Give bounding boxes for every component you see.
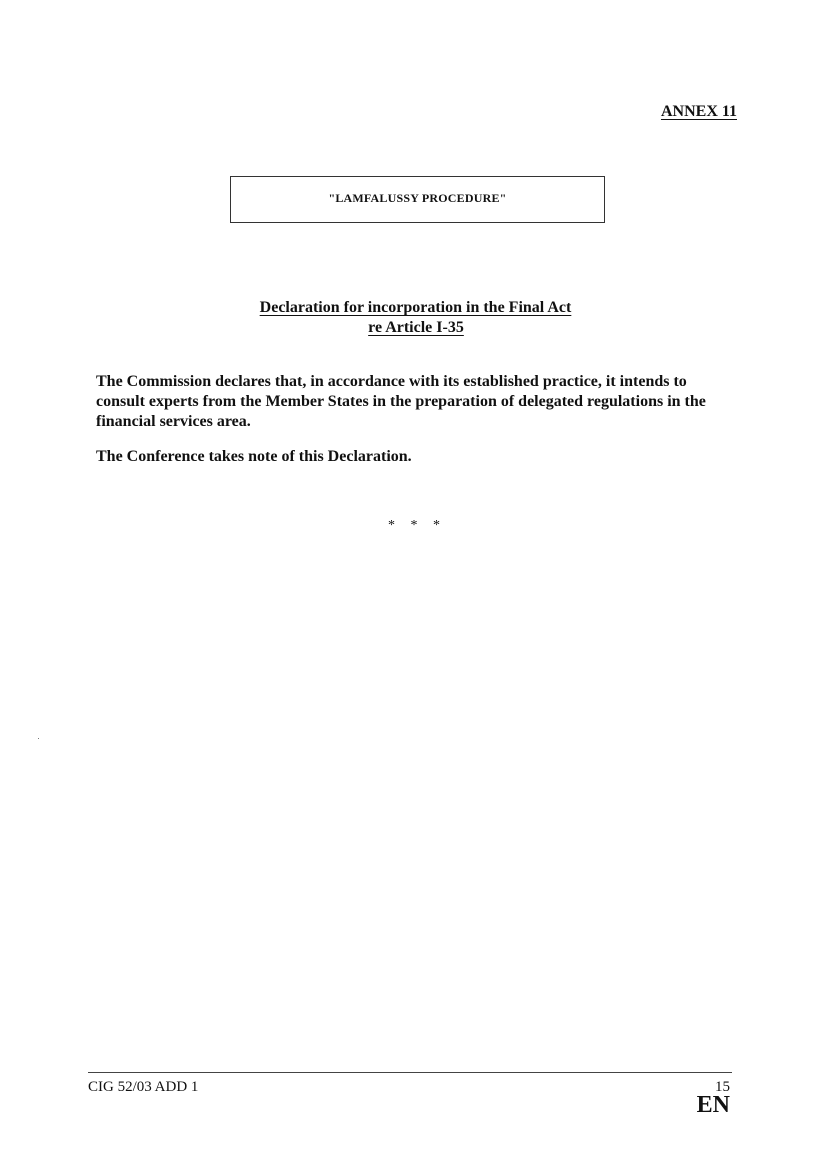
footer-reference: CIG 52/03 ADD 1: [88, 1079, 199, 1095]
declaration-heading: [0, 298, 825, 338]
declaration-heading-line2: re Article I-35: [368, 319, 464, 336]
declaration-note: The Conference takes note of this Declaration.: [96, 448, 412, 465]
title-box-text: "LAMFALUSSY PROCEDURE": [328, 190, 507, 205]
scan-speck: [38, 738, 39, 739]
language-code: EN: [696, 1092, 730, 1118]
section-separator: * * *: [388, 518, 440, 533]
annex-label: ANNEX 11: [660, 103, 737, 120]
title-box: [230, 176, 605, 223]
declaration-heading-line1: Declaration for incorporation in the Final Act: [259, 299, 572, 316]
page-number: 15: [715, 1079, 730, 1095]
footer-rule: [88, 1072, 732, 1073]
declaration-body: The Commission declares that, in accordance with its established practice, it intends to consult experts from the Member States in the preparation of delegated regulations in the financial services area.: [96, 373, 706, 430]
